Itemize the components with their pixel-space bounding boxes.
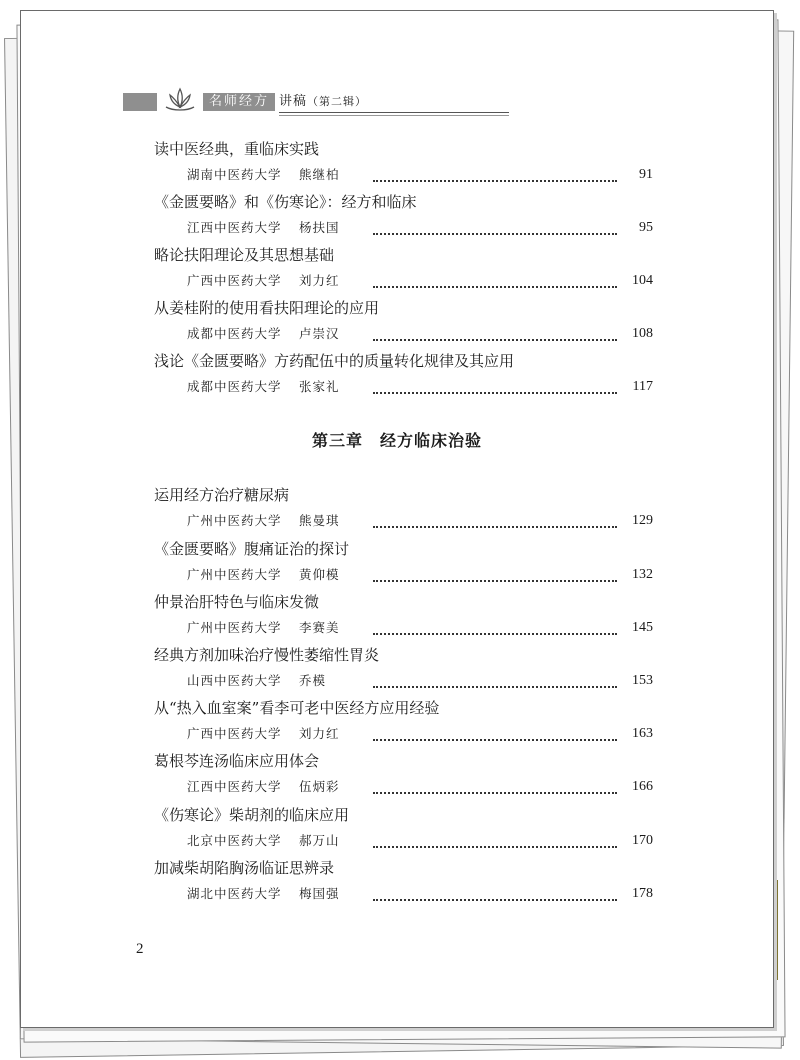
author-institution: 广州中医药大学 xyxy=(187,620,282,635)
dot-leader xyxy=(373,223,617,235)
toc-entry-title: 《金匮要略》腹痛证治的探讨 xyxy=(154,540,350,558)
toc-page-number: 132 xyxy=(632,567,653,582)
toc-entry-byline xyxy=(187,884,653,904)
header-gray-block xyxy=(123,93,157,111)
author-institution: 山西中医药大学 xyxy=(187,673,282,688)
toc-page-number: 163 xyxy=(632,726,653,741)
author-name: 乔模 xyxy=(299,673,327,688)
toc-page xyxy=(20,10,774,1028)
toc-page-number: 108 xyxy=(632,326,653,341)
toc-entry-title: 略论扶阳理论及其思想基础 xyxy=(154,246,335,264)
toc-entry-title: 读中医经典，重临床实践 xyxy=(154,140,320,158)
toc-entry-byline xyxy=(187,511,653,531)
author-name: 梅国强 xyxy=(299,886,340,901)
dot-leader xyxy=(373,676,617,688)
toc-entry-title: 从姜桂附的使用看扶阳理论的应用 xyxy=(154,299,380,317)
dot-leader xyxy=(373,836,617,848)
toc-entry-byline xyxy=(187,324,653,344)
toc-entry-title: 《伤寒论》柴胡剂的临床应用 xyxy=(154,806,350,824)
toc-entry-byline xyxy=(187,618,653,638)
toc-page-number: 178 xyxy=(632,886,653,901)
author-institution: 成都中医药大学 xyxy=(187,379,282,394)
toc-entry-byline xyxy=(187,671,653,691)
dot-leader xyxy=(373,782,617,794)
author-name: 卢崇汉 xyxy=(299,326,340,341)
running-header xyxy=(123,85,663,119)
toc-page-number: 153 xyxy=(632,673,653,688)
series-name: 名师经方 xyxy=(203,93,275,111)
author-institution: 广西中医药大学 xyxy=(187,726,282,741)
author-institution: 江西中医药大学 xyxy=(187,220,282,235)
author-name: 熊继柏 xyxy=(299,167,340,182)
toc-page-number: 95 xyxy=(639,220,653,235)
toc-entry-byline xyxy=(187,777,653,797)
chapter-heading: 第三章 经方临床治验 xyxy=(311,431,482,450)
dot-leader xyxy=(373,382,617,394)
toc-page-number: 104 xyxy=(632,273,653,288)
author-institution: 北京中医药大学 xyxy=(187,833,282,848)
dot-leader xyxy=(373,170,617,182)
dot-leader xyxy=(373,729,617,741)
edition-label: （第二辑） xyxy=(307,95,368,108)
author-institution: 湖北中医药大学 xyxy=(187,886,282,901)
toc-entry-byline xyxy=(187,377,653,397)
dot-leader xyxy=(373,329,617,341)
series-subtitle xyxy=(279,93,367,111)
dot-leader xyxy=(373,623,617,635)
toc-page-number: 129 xyxy=(632,513,653,528)
author-name: 杨扶国 xyxy=(299,220,340,235)
header-rule xyxy=(279,115,509,116)
lotus-logo-icon xyxy=(163,85,197,115)
toc-entry-byline xyxy=(187,831,653,851)
toc-entry-title: 加减柴胡陷胸汤临证思辨录 xyxy=(154,859,335,877)
author-institution: 广西中医药大学 xyxy=(187,273,282,288)
toc-page-number: 145 xyxy=(632,620,653,635)
author-name: 张家礼 xyxy=(299,379,340,394)
author-institution: 广州中医药大学 xyxy=(187,567,282,582)
toc-entry-title: 运用经方治疗糖尿病 xyxy=(154,486,290,504)
toc-entry-byline xyxy=(187,271,653,291)
toc-page-number: 166 xyxy=(632,779,653,794)
dot-leader xyxy=(373,570,617,582)
author-name: 熊曼琪 xyxy=(299,513,340,528)
toc-entry-title: 《金匮要略》和《伤寒论》：经方和临床 xyxy=(154,193,417,211)
toc-entry-byline xyxy=(187,565,653,585)
author-name: 郝万山 xyxy=(299,833,340,848)
dot-leader xyxy=(373,889,617,901)
author-name: 黄仰模 xyxy=(299,567,340,582)
author-name: 伍炳彩 xyxy=(299,779,340,794)
toc-entry-byline xyxy=(187,724,653,744)
toc-entry-title: 葛根芩连汤临床应用体会 xyxy=(154,752,320,770)
author-institution: 成都中医药大学 xyxy=(187,326,282,341)
toc-entry-title: 浅论《金匮要略》方药配伍中的质量转化规律及其应用 xyxy=(154,352,515,370)
author-institution: 广州中医药大学 xyxy=(187,513,282,528)
author-name: 李赛美 xyxy=(299,620,340,635)
author-name: 刘力红 xyxy=(299,726,340,741)
page-number: 2 xyxy=(136,941,144,957)
toc-entry-title: 仲景治肝特色与临床发微 xyxy=(154,593,320,611)
toc-entry-title: 从“热入血室案”看李可老中医经方应用经验 xyxy=(154,699,440,717)
toc-entry-title: 经典方剂加味治疗慢性萎缩性胃炎 xyxy=(154,646,380,664)
dot-leader xyxy=(373,276,617,288)
author-institution: 江西中医药大学 xyxy=(187,779,282,794)
toc-page-number: 91 xyxy=(639,167,653,182)
toc-entry-byline xyxy=(187,218,653,238)
author-institution: 湖南中医药大学 xyxy=(187,167,282,182)
header-rule xyxy=(279,112,509,113)
toc-page-number: 117 xyxy=(632,379,653,394)
series-suffix: 讲稿 xyxy=(279,94,308,109)
toc-page-number: 170 xyxy=(632,833,653,848)
toc-entry-byline xyxy=(187,165,653,185)
author-name: 刘力红 xyxy=(299,273,340,288)
dot-leader xyxy=(373,516,617,528)
